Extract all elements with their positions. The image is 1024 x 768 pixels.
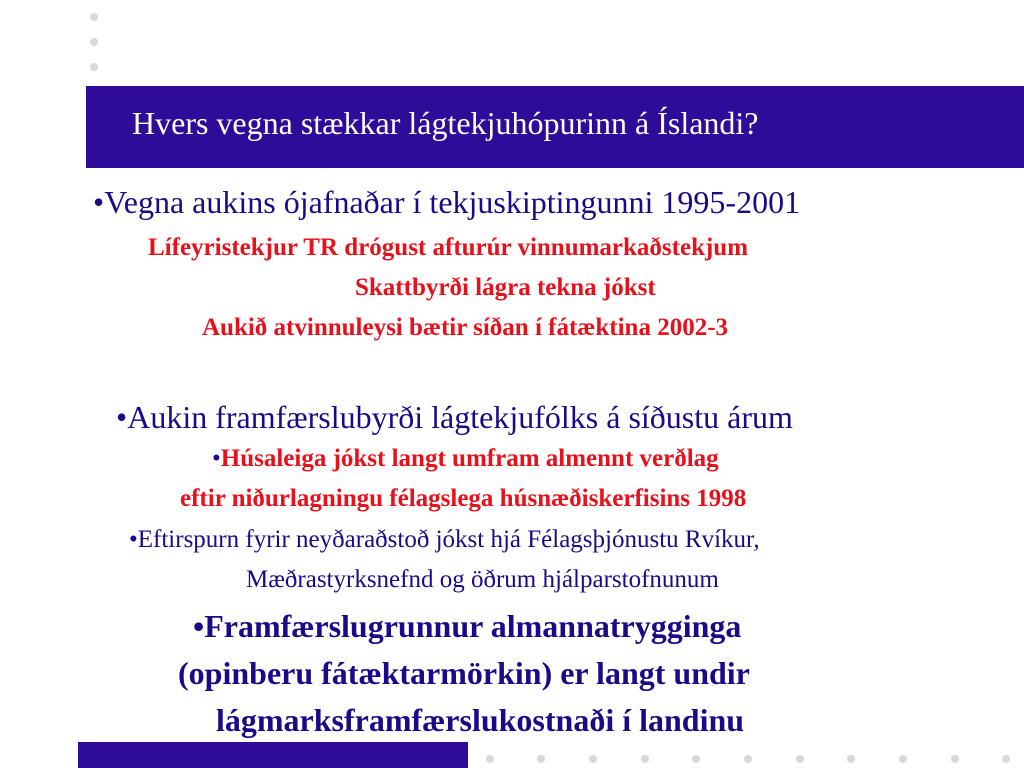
bottom-accent-bar	[78, 742, 468, 768]
bullet-marker: •	[212, 445, 221, 472]
decor-dot	[796, 755, 804, 763]
decor-dot	[951, 755, 959, 763]
bullet-point-1-text: Vegna aukins ójafnaðar í tekjuskiptingunni 1995-2001	[104, 184, 801, 220]
bullet-point-3-line2: (opinberu fátæktarmörkin) er langt undir	[178, 655, 750, 691]
decor-dot	[744, 755, 752, 763]
bullet-point-2-text: Aukin framfærslubyrði lágtekjufólks á síðustu árum	[127, 399, 793, 435]
sub-point-1-3: Aukið atvinnuleysi bætir síðan í fátæktina 2002-3	[202, 314, 729, 341]
decor-dot	[90, 63, 98, 71]
slide-title: Hvers vegna stækkar lágtekjuhópurinn á Íslandi?	[132, 105, 759, 141]
decor-dot	[486, 755, 494, 763]
decor-dot	[90, 38, 98, 46]
decor-dot	[641, 755, 649, 763]
bullet-point-3-line3: lágmarksframfærslukostnaði í landinu	[216, 702, 745, 738]
sub-point-2-2	[129, 527, 760, 552]
sub-point-2-1-line1: Húsaleiga jókst langt umfram almennt verðlag	[220, 445, 719, 472]
bullet-point-3	[193, 610, 741, 642]
bullet-point-3-line1: Framfærslugrunnur almannatrygginga	[204, 608, 742, 644]
bullet-point-1	[93, 186, 800, 218]
bullet-point-2	[116, 401, 793, 433]
sub-point-2-1-line2: eftir niðurlagningu félagslega húsnæðiskerfisins 1998	[180, 485, 747, 512]
decor-dot	[537, 755, 545, 763]
decor-dot	[847, 755, 855, 763]
decor-dot	[692, 755, 700, 763]
decor-dot	[1002, 755, 1010, 763]
bullet-marker: •	[93, 184, 105, 220]
sub-point-1-2: Skattbyrði lágra tekna jókst	[355, 274, 656, 301]
bullet-marker: •	[193, 608, 205, 644]
title-bar	[86, 86, 1024, 168]
bullet-marker: •	[129, 526, 138, 553]
sub-point-2-1	[212, 446, 719, 471]
sub-point-2-2-line1: Eftirspurn fyrir neyðaraðstoð jókst hjá Félagsþjónustu Rvíkur,	[137, 526, 760, 553]
sub-point-1-1: Lífeyristekjur TR drógust afturúr vinnumarkaðstekjum	[148, 234, 749, 261]
decor-dot	[899, 755, 907, 763]
decor-dot	[90, 13, 98, 21]
decor-dot	[589, 755, 597, 763]
sub-point-2-2-line2: Mæðrastyrksnefnd og öðrum hjálparstofnunum	[246, 566, 719, 593]
bullet-marker: •	[116, 399, 128, 435]
